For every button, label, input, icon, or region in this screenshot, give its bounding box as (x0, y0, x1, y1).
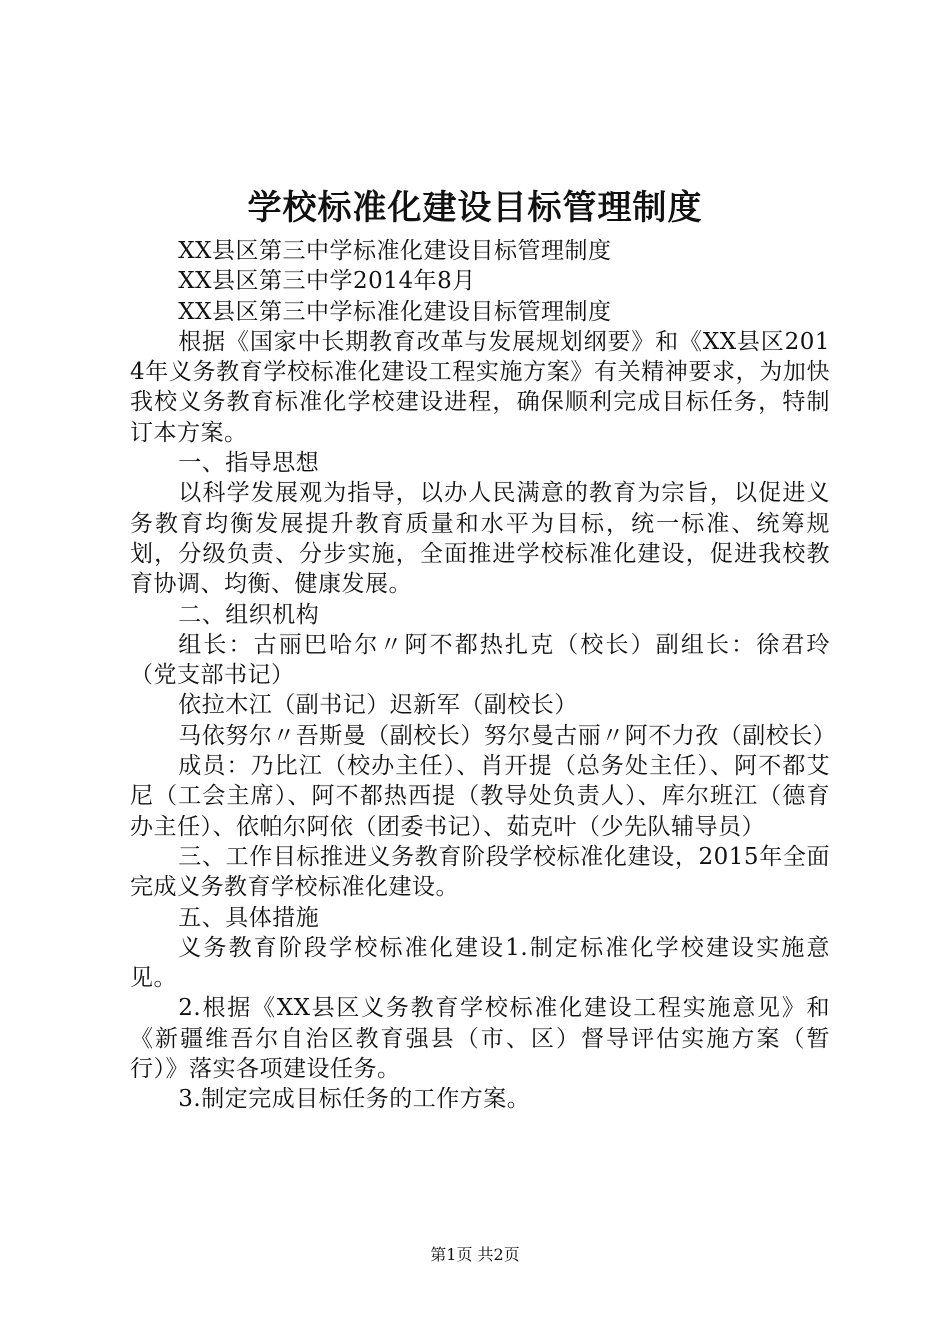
paragraph: XX县区第三中学标准化建设目标管理制度 (178, 298, 612, 325)
paragraph: 马依努尔〃吾斯曼（副校长）努尔曼古丽〃阿不力孜（副校长） (178, 722, 837, 749)
section-heading: 五、具体措施 (178, 904, 320, 931)
paragraph: 依拉木江（副书记）迟新军（副校长） (178, 692, 578, 719)
paragraph: 根据《国家中长期教育改革与发展规划纲要》和《XX县区2014年义务教育学校标准化建设工程实施方案》有关精神要求，为加快我校义务教育标准化学校建设进程，确保顺利完成目标任务，特制订本方案。 (130, 328, 830, 446)
paragraph: 2.根据《XX县区义务教育学校标准化建设工程实施意见》和《新疆维吾尔自治区教育强县（市、区）督导评估实施方案（暂行）》落实各项建设任务。 (130, 995, 830, 1083)
page-footer: 第1页 共2页 (430, 1245, 520, 1264)
paragraph: XX县区第三中学标准化建设目标管理制度 (178, 238, 612, 264)
section-heading: 一、指导思想 (178, 450, 320, 477)
paragraph: XX县区第三中学2014年8月 (178, 268, 476, 295)
section-heading: 二、组织机构 (178, 601, 320, 628)
document-body (130, 236, 837, 1115)
document-title: 学校标准化建设目标管理制度 (247, 188, 703, 228)
paragraph: 组长：古丽巴哈尔〃阿不都热扎克（校长）副组长：徐君玲（党支部书记） (130, 631, 830, 689)
paragraph: 成员：乃比江（校办主任）、肖开提（总务处主任）、阿不都艾尼（工会主席）、阿不都热西提（教导处负责人）、库尔班江（德育办主任）、依帕尔阿依（团委书记）、茹克叶（少先队辅导员） (130, 753, 830, 840)
paragraph: 义务教育阶段学校标准化建设1.制定标准化学校建设实施意见。 (130, 934, 830, 992)
paragraph: 3.制定完成目标任务的工作方案。 (178, 1086, 531, 1113)
paragraph: 以科学发展观为指导，以办人民满意的教育为宗旨，以促进义务教育均衡发展提升教育质量和水平为目标，统一标准、统筹规划，分级负责、分步实施，全面推进学校标准化建设，促进我校教育协调、均衡、健康发展。 (130, 480, 830, 598)
paragraph: 三、工作目标推进义务教育阶段学校标准化建设，2015年全面完成义务教育学校标准化建设。 (130, 843, 830, 901)
